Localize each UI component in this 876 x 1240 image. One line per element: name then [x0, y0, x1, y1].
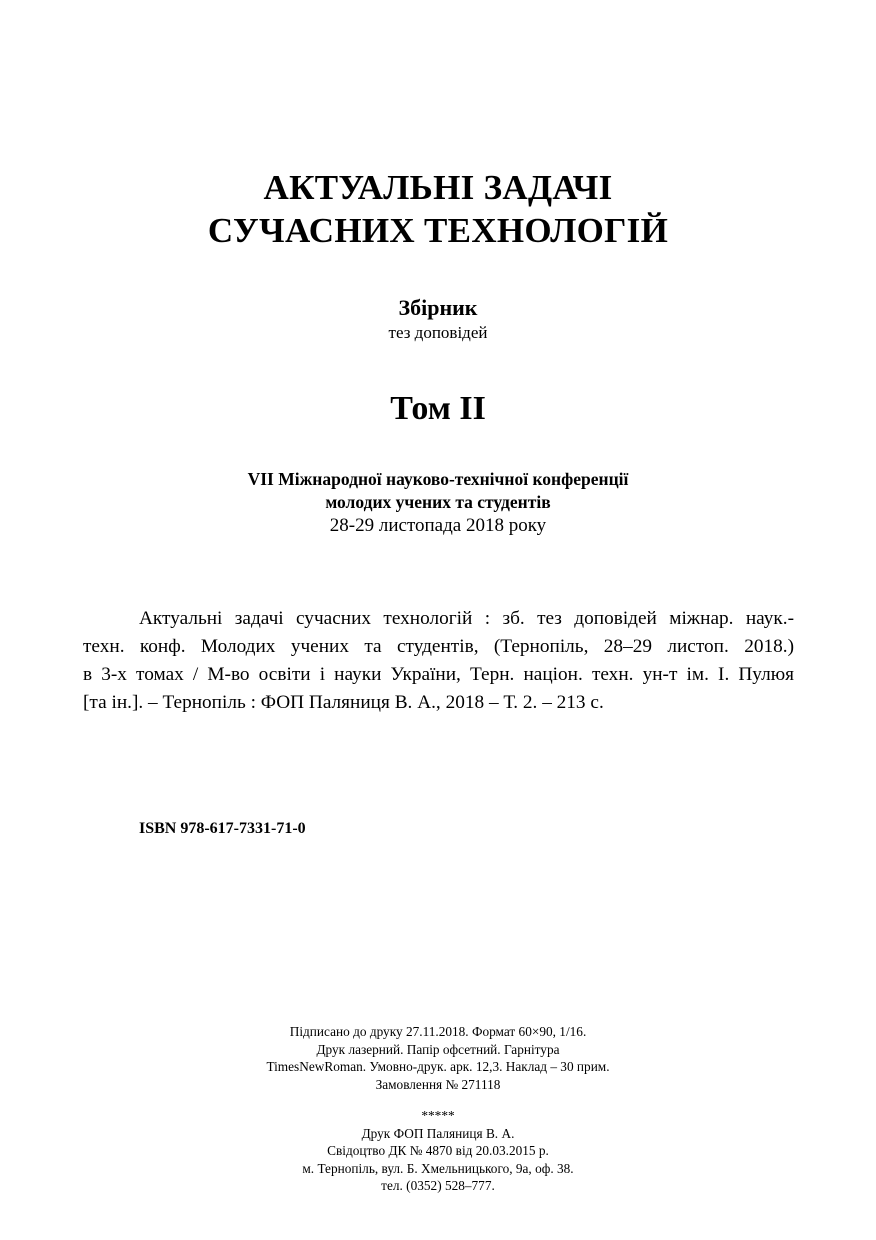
book-title-line-2: СУЧАСНИХ ТЕХНОЛОГІЙ [207, 211, 669, 250]
conference-date: 28-29 листопада 2018 року [329, 515, 547, 536]
collection-heading [0, 294, 876, 344]
volume-label: Том II [390, 390, 486, 427]
citation-line: техн. конф. Молодих учених та студентів, (Тернопіль, 28–29 листоп. 2018.) [83, 636, 794, 657]
book-title-line-1: АКТУАЛЬНІ ЗАДАЧІ [263, 168, 613, 207]
collection-title: Збірник [398, 295, 478, 320]
citation-line: в 3-х томах / М-во освіти і науки України, Терн. націон. техн. ун-т ім. І. Пулюя [83, 664, 794, 685]
conference-line-1: VII Міжнародної науково-технічної конференції [247, 469, 629, 489]
citation-line: Актуальні задачі сучасних технологій : зб. тез доповідей міжнар. наук.- [139, 608, 794, 629]
imprint-line: Підписано до друку 27.11.2018. Формат 60×90, 1/16. [289, 1024, 587, 1039]
imprint-line: Замовлення № 271118 [375, 1076, 501, 1092]
publisher-line: Друк ФОП Паляниця В. А. [361, 1125, 515, 1141]
publisher-line: м. Тернопіль, вул. Б. Хмельницького, 9а, оф. 38. [302, 1160, 574, 1176]
imprint-spacer [0, 1093, 876, 1107]
imprint-separator: ***** [421, 1108, 455, 1123]
publisher-line: тел. (0352) 528–777. [381, 1178, 495, 1193]
imprint-line: TimesNewRoman. Умовно-друк. арк. 12,3. Наклад – 30 прим. [266, 1059, 610, 1074]
isbn-number: ISBN 978-617-7331-71-0 [139, 820, 306, 837]
imprint-line: Друк лазерний. Папір офсетний. Гарнітура [316, 1041, 560, 1057]
imprint-block [0, 1023, 876, 1195]
citation-line: [та ін.]. – Тернопіль : ФОП Паляниця В. А., 2018 – Т. 2. – 213 с. [83, 692, 604, 713]
conference-line-2: молодих учених та студентів [325, 492, 551, 512]
bibliographic-citation [83, 605, 794, 717]
collection-subtitle: тез доповідей [388, 323, 488, 342]
conference-info [0, 468, 876, 538]
publisher-line: Свідоцтво ДК № 4870 від 20.03.2015 р. [327, 1143, 549, 1158]
book-title [0, 166, 876, 252]
